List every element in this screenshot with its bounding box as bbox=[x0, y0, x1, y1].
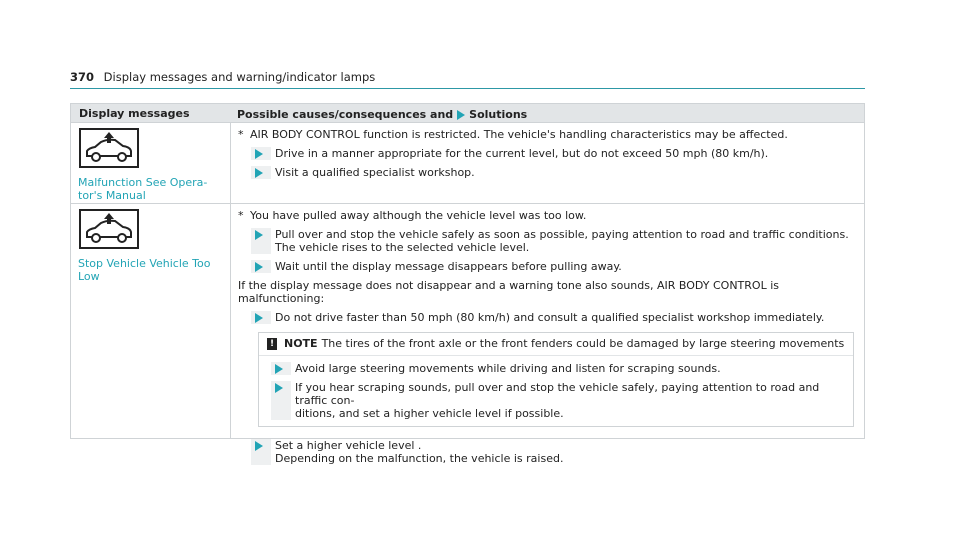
note-label: NOTE bbox=[284, 337, 318, 350]
message-cell bbox=[71, 204, 231, 438]
note-heading bbox=[259, 333, 853, 356]
condition-text: If the display message does not disappear and a warning tone also sounds, AIR BODY CONTROL is malfunctioning: bbox=[238, 279, 779, 305]
display-message-text: Malfunction See Opera- tor's Manual bbox=[78, 176, 208, 202]
action-arrow-icon bbox=[457, 110, 465, 120]
action-arrow-icon bbox=[275, 383, 283, 393]
page-number: 370 bbox=[70, 70, 95, 84]
column-header-causes-label: Possible causes/consequences and bbox=[237, 108, 454, 121]
page-header bbox=[70, 70, 375, 84]
display-messages-table bbox=[70, 103, 865, 465]
display-message-text: Stop Vehicle Vehicle Too Low bbox=[78, 257, 211, 283]
note-step: If you hear scraping sounds, pull over and stop the vehicle safely, paying attention to road and traffic con- ditions, and set a higher vehicle level if possible. bbox=[271, 381, 853, 420]
header-divider bbox=[70, 88, 865, 89]
solution-step: Set a higher vehicle level . Depending on the malfunction, the vehicle is raised. bbox=[251, 439, 864, 465]
note-step: Avoid large steering movements while driving and listen for scraping sounds. bbox=[271, 362, 853, 375]
action-arrow-icon bbox=[275, 364, 283, 374]
table-header bbox=[71, 104, 864, 122]
cause-text: * You have pulled away although the vehicle level was too low. bbox=[238, 209, 587, 222]
cause-text: * AIR BODY CONTROL function is restricted. The vehicle's handling characteristics may be affected. bbox=[238, 128, 788, 141]
message-cell bbox=[71, 123, 231, 203]
action-arrow-icon bbox=[255, 149, 263, 159]
table-row bbox=[71, 122, 864, 203]
action-arrow-icon bbox=[255, 441, 263, 451]
column-header-messages: Display messages bbox=[79, 107, 190, 120]
exclamation-icon: ! bbox=[267, 338, 277, 350]
action-arrow-icon bbox=[255, 313, 263, 323]
car-raise-warning-icon bbox=[79, 128, 139, 168]
solution-step: Drive in a manner appropriate for the current level, but do not exceed 50 mph (80 km/h). bbox=[251, 147, 864, 160]
solution-step: Wait until the display message disappears before pulling away. bbox=[251, 260, 864, 273]
page-title: Display messages and warning/indicator lamps bbox=[103, 70, 376, 84]
solution-step: Visit a qualified specialist workshop. bbox=[251, 166, 864, 179]
column-header-solutions-label: Solutions bbox=[469, 108, 528, 121]
action-arrow-icon bbox=[255, 230, 263, 240]
solution-step: Do not drive faster than 50 mph (80 km/h) and consult a qualified specialist workshop immediately. bbox=[251, 311, 864, 324]
action-arrow-icon bbox=[255, 168, 263, 178]
note-box bbox=[258, 332, 854, 427]
causes-cell bbox=[231, 204, 864, 465]
action-arrow-icon bbox=[255, 262, 263, 272]
solution-step: Pull over and stop the vehicle safely as soon as possible, paying attention to road and traffic conditions. The vehicle rises to the selected vehicle level. bbox=[251, 228, 864, 254]
note-text: The tires of the front axle or the front fenders could be damaged by large steering movements bbox=[321, 337, 845, 350]
table-row bbox=[71, 203, 864, 465]
car-raise-warning-icon bbox=[79, 209, 139, 249]
causes-cell bbox=[231, 123, 864, 203]
column-header-causes bbox=[230, 104, 864, 122]
